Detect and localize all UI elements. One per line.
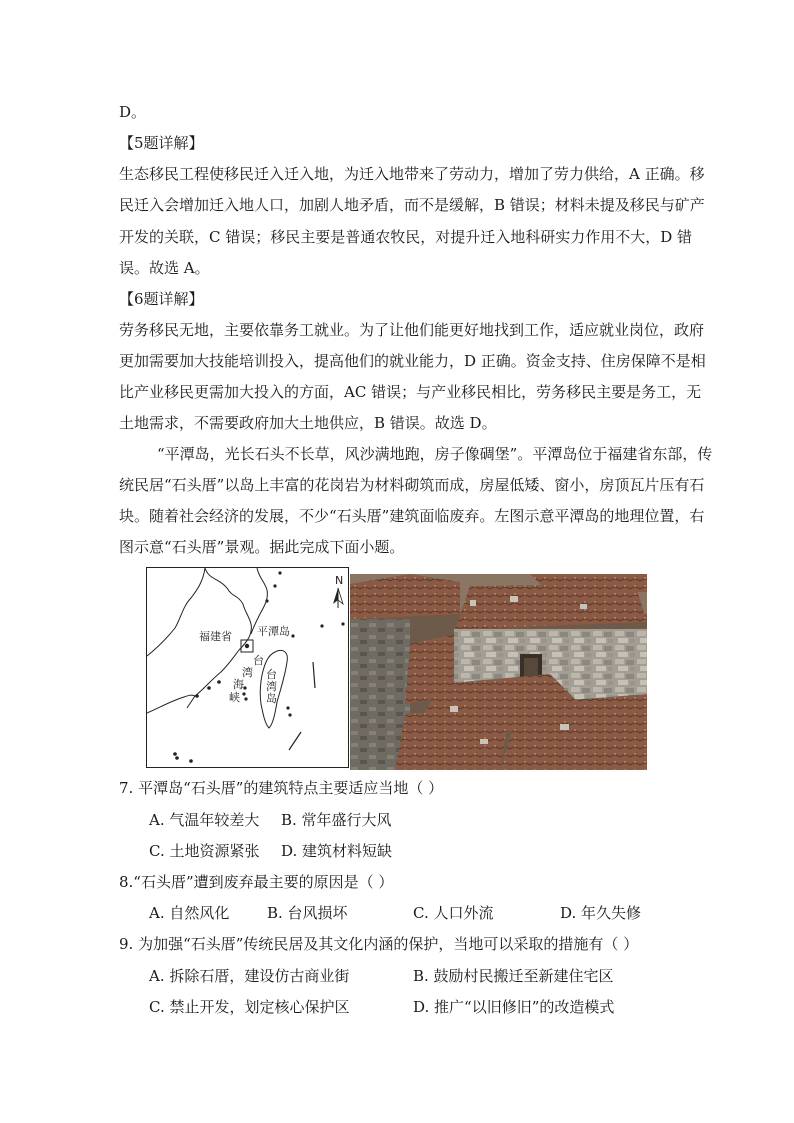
question-7-option-c[interactable]: C. 土地资源紧张	[149, 842, 260, 860]
passage-text: 块。随着社会经济的发展，不少“石头厝”建筑面临废弃。左图示意平潭岛的地理位置，右	[119, 507, 705, 525]
answer-line: D。	[119, 103, 147, 121]
strait-char: 峡	[229, 691, 240, 704]
taiwan-char: 湾	[266, 680, 277, 693]
north-label: N	[335, 574, 344, 587]
strait-char: 海	[233, 678, 244, 691]
question-9-option-a[interactable]: A. 拆除石厝，建设仿古商业街	[149, 967, 350, 985]
question-8-stem: 8.“石头厝”遭到废弃最主要的原因是（ ）	[119, 873, 394, 891]
q6-text: 土地需求，不需要政府加大土地供应，B 错误。故选 D。	[119, 414, 497, 432]
q5-text: 生态移民工程使移民迁入迁入地，为迁入地带来了劳动力，增加了劳力供给，A 正确。移	[119, 165, 705, 183]
north-arrow	[333, 574, 343, 608]
question-9-option-b[interactable]: B. 鼓励村民搬迁至新建住宅区	[413, 967, 614, 985]
q5-text: 民迁入会增加迁入地人口，加剧人地矛盾，而不是缓解，B 错误；材料未提及移民与矿产	[119, 196, 705, 214]
province-border-south	[147, 695, 195, 713]
passage-text: “平潭岛，光长石头不长草，风沙满地跑，房子像碉堡”。平潭岛位于福建省东部，传	[157, 445, 713, 463]
location-map	[146, 567, 349, 768]
q5-text: 误。故选 A。	[119, 259, 210, 277]
taiwan-char: 台	[266, 668, 277, 681]
passage-text: 统民居“石头厝”以岛上丰富的花岗岩为材料砌筑而成，房屋低矮、窗小，房顶瓦片压有石	[119, 476, 705, 494]
province-border	[147, 568, 205, 656]
question-9-option-d[interactable]: D. 推广“以旧修旧”的改造模式	[413, 998, 615, 1016]
question-8-option-c[interactable]: C. 人口外流	[413, 904, 494, 922]
question-7-stem: 7. 平潭岛“石头厝”的建筑特点主要适应当地（ ）	[119, 779, 444, 797]
strait-char: 台	[253, 654, 264, 667]
strait-char: 湾	[242, 666, 253, 679]
fujian-label: 福建省	[199, 630, 232, 643]
q6-heading: 【6题详解】	[119, 290, 204, 308]
pingtan-label: 平潭岛	[257, 625, 290, 638]
q6-text: 更加需要加大技能培训投入，提高他们的就业能力，D 正确。资金支持、住房保障不是相	[119, 352, 706, 370]
stone-house-photo	[350, 574, 647, 770]
question-8-option-a[interactable]: A. 自然风化	[149, 904, 230, 922]
question-9-stem: 9. 为加强“石头厝”传统民居及其文化内涵的保护，当地可以采取的措施有（ ）	[119, 935, 639, 953]
question-8-option-d[interactable]: D. 年久失修	[560, 904, 642, 922]
q5-text: 开发的关联，C 错误；移民主要是普通农牧民，对提升迁入地科研实力作用不大，D 错	[119, 228, 693, 246]
question-8-option-b[interactable]: B. 台风损坏	[267, 904, 348, 922]
question-7-option-a[interactable]: A. 气温年较差大	[149, 811, 260, 829]
q6-text: 劳务移民无地，主要依靠务工就业。为了让他们能更好地找到工作，适应就业岗位，政府	[119, 321, 705, 339]
q5-heading: 【5题详解】	[119, 134, 204, 152]
q6-text: 比产业移民更需加大投入的方面，AC 错误；与产业移民相比，劳务移民主要是务工，无	[119, 383, 702, 401]
question-9-option-c[interactable]: C. 禁止开发，划定核心保护区	[149, 998, 350, 1016]
question-7-option-b[interactable]: B. 常年盛行大风	[281, 811, 392, 829]
passage-text: 图示意“石头厝”景观。据此完成下面小题。	[119, 538, 405, 556]
question-7-option-d[interactable]: D. 建筑材料短缺	[281, 842, 393, 860]
taiwan-char: 岛	[266, 692, 277, 705]
